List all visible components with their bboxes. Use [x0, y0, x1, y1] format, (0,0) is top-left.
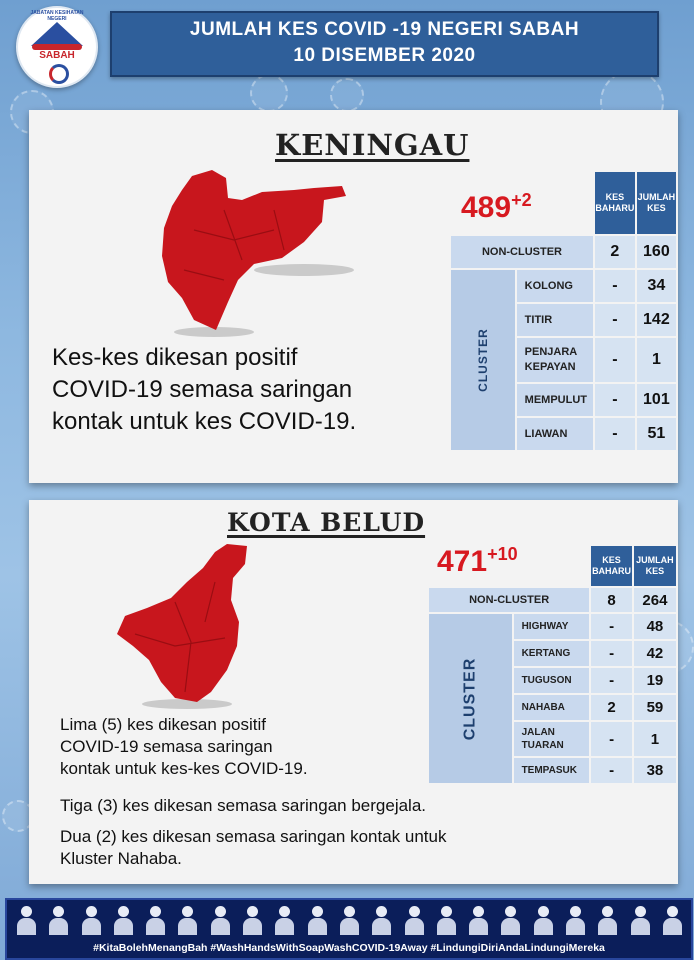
virus-decoration-icon — [330, 78, 364, 112]
title-banner — [110, 11, 659, 77]
cluster-total: 19 — [634, 668, 676, 693]
person-icon — [114, 904, 132, 936]
cluster-name: HIGHWAY — [514, 614, 590, 639]
person-icon — [17, 904, 35, 936]
cluster-name: TITIR — [517, 304, 593, 336]
new-cases-increase: +2 — [511, 190, 532, 210]
kota-belud-note-2: Dua (2) kes dikesan semasa saringan kontak untuk Kluster Nahaba. — [60, 827, 447, 868]
cluster-new: - — [595, 304, 635, 336]
cluster-name: TEMPASUK — [514, 758, 590, 783]
page-date: 10 DISEMBER 2020 — [293, 45, 476, 66]
frontliners-illustration — [17, 904, 681, 936]
cluster-new: - — [595, 270, 635, 302]
keningau-map-icon — [154, 170, 364, 340]
new-cases-increase: +10 — [487, 544, 518, 564]
cluster-name: TUGUSON — [514, 668, 590, 693]
person-icon — [49, 904, 67, 936]
cluster-name: NAHABA — [514, 695, 590, 720]
person-icon — [178, 904, 196, 936]
cluster-new: - — [595, 418, 635, 450]
mountain-icon — [31, 22, 83, 46]
kota-belud-description: Lima (5) kes dikesan positif COVID-19 semasa saringan kontak untuk kes-kes COVID-19. — [60, 715, 308, 778]
cluster-total: 51 — [637, 418, 676, 450]
header-kes-baharu: KES BAHARU — [595, 172, 635, 234]
cluster-new: - — [595, 338, 635, 382]
header-kes-baharu: KES BAHARU — [591, 546, 632, 586]
cluster-new: - — [591, 722, 632, 756]
person-icon — [211, 904, 229, 936]
cluster-name: JALAN TUARAN — [514, 722, 590, 756]
kota-belud-note-1: Tiga (3) kes dikesan semasa saringan bergejala. — [60, 796, 427, 815]
non-cluster-new: 2 — [595, 236, 635, 268]
district-title: KENINGAU — [275, 128, 470, 162]
person-icon — [243, 904, 261, 936]
page-title: JUMLAH KES COVID -19 NEGERI SABAH — [189, 19, 580, 40]
keningau-panel — [29, 110, 678, 483]
person-icon — [405, 904, 423, 936]
keningau-description: Kes-kes dikesan positif COVID-19 semasa saringan kontak untuk kes COVID-19. — [52, 344, 357, 435]
person-icon — [631, 904, 649, 936]
cluster-total: 1 — [634, 722, 676, 756]
person-icon — [275, 904, 293, 936]
non-cluster-total: 264 — [634, 588, 676, 612]
cluster-new: - — [595, 384, 635, 416]
cluster-name: PENJARA KEPAYAN — [517, 338, 593, 382]
cases-table — [449, 170, 678, 452]
cluster-total: 59 — [634, 695, 676, 720]
cluster-name: KOLONG — [517, 270, 593, 302]
cluster-name: LIAWAN — [517, 418, 593, 450]
person-icon — [340, 904, 358, 936]
cases-table — [427, 544, 678, 785]
non-cluster-new: 8 — [591, 588, 632, 612]
header-jumlah-kes: JUMLAH KES — [634, 546, 676, 586]
kota-belud-panel — [29, 500, 678, 884]
person-icon — [372, 904, 390, 936]
total-cases: $489^{+2}$ — [461, 190, 532, 224]
cluster-total: 48 — [634, 614, 676, 639]
cluster-total: 142 — [637, 304, 676, 336]
cluster-new: - — [591, 614, 632, 639]
cluster-total: 38 — [634, 758, 676, 783]
cluster-new: 2 — [591, 695, 632, 720]
cluster-new: - — [591, 758, 632, 783]
cluster-new: - — [591, 641, 632, 666]
person-icon — [469, 904, 487, 936]
jkn-sabah-logo: JABATAN KESIHATAN NEGERI SABAH — [16, 6, 98, 88]
cluster-label: CLUSTER — [451, 270, 515, 450]
non-cluster-label: NON-CLUSTER — [429, 588, 589, 612]
cluster-name: KERTANG — [514, 641, 590, 666]
cluster-name: MEMPULUT — [517, 384, 593, 416]
cluster-total: 101 — [637, 384, 676, 416]
cluster-total: 34 — [637, 270, 676, 302]
cluster-total: 42 — [634, 641, 676, 666]
person-icon — [437, 904, 455, 936]
district-title: KOTA BELUD — [227, 508, 426, 537]
virus-decoration-icon — [250, 74, 288, 112]
non-cluster-total: 160 — [637, 236, 676, 268]
footer-banner — [5, 898, 693, 960]
person-icon — [308, 904, 326, 936]
person-icon — [82, 904, 100, 936]
person-icon — [501, 904, 519, 936]
kota-belud-map-icon — [115, 542, 265, 714]
cluster-new: - — [591, 668, 632, 693]
non-cluster-label: NON-CLUSTER — [451, 236, 593, 268]
hashtags: #KitaBolehMenangBah #WashHandsWithSoapWashCOVID-19Away #LindungiDiriAndaLindungiMereka — [93, 942, 605, 954]
person-icon — [663, 904, 681, 936]
person-icon — [534, 904, 552, 936]
swirl-icon — [49, 64, 69, 84]
person-icon — [566, 904, 584, 936]
cluster-total: 1 — [637, 338, 676, 382]
total-cases: $471^{+10}$ — [437, 544, 518, 578]
person-icon — [146, 904, 164, 936]
cluster-label: CLUSTER — [429, 614, 512, 783]
person-icon — [598, 904, 616, 936]
header-jumlah-kes: JUMLAH KES — [637, 172, 676, 234]
